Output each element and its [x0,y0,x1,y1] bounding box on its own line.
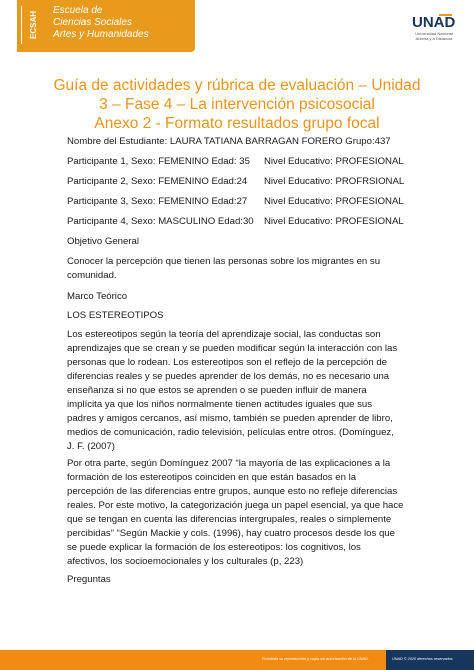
paragraph2-line: se puede explicar la formación de los estereotipos: los cognitivos, los [67,542,361,553]
paragraph1-line: aprendizajes que se crean y se pueden modificar según la interacción con las [67,343,398,354]
paragraph2-line: formación de los estereotipos coinciden en que están basados en la [67,472,357,483]
document-title [40,76,434,133]
logo-subtitle [408,31,460,41]
participant-1-info: Participante 1, Sexo: FEMENINO Edad: 35 [67,156,250,167]
paragraph2-line: percibidas” “Según Mackie y cols. (1996), hay cuatro procesos desde los que [67,528,395,539]
footer-copyright: UNAD © 2020 derechos reservados [392,657,453,661]
logo-subtitle-1: Universidad Nacional [415,31,453,36]
paragraph2-line: percepción de las diferencias entre grupos, aunque esto no refleje diferencias [67,486,398,497]
page-header [0,0,474,58]
topic-heading: LOS ESTEREOTIPOS [67,310,164,321]
unad-logo-icon [412,12,456,30]
paragraph2-line: que se tengan en cuenta las diferencias intergrupales, reales o simplemente [67,514,392,525]
logo-subtitle-2: Abierta y a Distancia [415,36,453,41]
title-line-3: Anexo 2 - Formato resultados grupo focal [94,115,380,132]
title-line-1: Guía de actividades y rúbrica de evaluación – Unidad [53,77,421,94]
school-name [53,5,149,41]
school-line-3: Artes y Humanidades [53,29,149,40]
school-acronym: ECSAH [21,6,48,44]
objective-line-2: comunidad. [67,270,117,281]
school-banner [17,0,195,52]
paragraph1-line: diferencias reales y se puedes aprender de los demás, no es necesario una [67,371,390,382]
participant-2-info: Participante 2, Sexo: FEMENINO Edad:24 [67,176,248,187]
questions-heading: Preguntas [67,574,111,585]
paragraph-stereotypes-1 [67,328,407,454]
objective-heading: Objetivo General [67,236,139,247]
paragraph1-line: J. F. (2007) [67,441,115,452]
paragraph2-line: Por otra parte, según Domínguez 2007 “la mayoría de las explicaciones a la [67,458,391,469]
objective-paragraph [67,255,407,283]
participant-3-education: Nivel Educativo: PROFESIONAL [264,196,404,207]
framework-heading: Marco Teórico [67,291,128,302]
participant-4-info: Participante 4, Sexo: MASCULINO Edad:30 [67,216,254,227]
participant-1-education: Nivel Educativo: PROFESIONAL [264,156,404,167]
school-line-2: Ciencias Sociales [53,17,132,28]
footer-reproduction-notice: Prohibida su reproducción y copia sin autorización de la UNAD. [262,657,369,661]
paragraph2-line: afectivos, los socioemocionales y los culturales (p, 223) [67,556,304,567]
paragraph-stereotypes-2 [67,457,407,569]
objective-line-1: Conocer la percepción que tienen las personas sobre los migrantes en su [67,256,381,267]
paragraph1-line: medios de comunicación, radio televisión, películas entre otros. (Domínguez, [67,427,394,438]
paragraph1-line: enseñanza si no que estos se aprenden o se pueden influir de manera [67,385,367,396]
school-line-1: Escuela de [53,5,103,16]
participant-2-education: Nivel Educativo: PROFRSIONAL [264,176,405,187]
logo-text-unad: UNAD [412,14,456,30]
participant-4-education: Nivel Educativo: PROFESIONAL [264,216,404,227]
unad-logo [408,12,460,54]
student-name: Nombre del Estudiante: LAURA TATIANA BARRAGAN FORERO Grupo:437 [67,136,391,147]
title-line-2: 3 – Fase 4 – La intervención psicosocial [99,96,375,113]
paragraph1-line: Los estereotipos según la teoría del aprendizaje social, las conductas son [67,329,381,340]
participant-3-info: Participante 3, Sexo: FEMENINO Edad:27 [67,196,248,207]
paragraph1-line: padres y amigos cercanos, así mismo, también se pueden aprender de libro, [67,413,393,424]
paragraph1-line: implícita ya que los niños normalmente tienen actitudes iguales que sus [67,399,373,410]
paragraph1-line: personas que lo rodean. Los estereotipos son el reflejo de la percepción de [67,357,388,368]
paragraph2-line: reales. Por este motivo, la categorización juega un papel esencial, ya que hace [67,500,404,511]
